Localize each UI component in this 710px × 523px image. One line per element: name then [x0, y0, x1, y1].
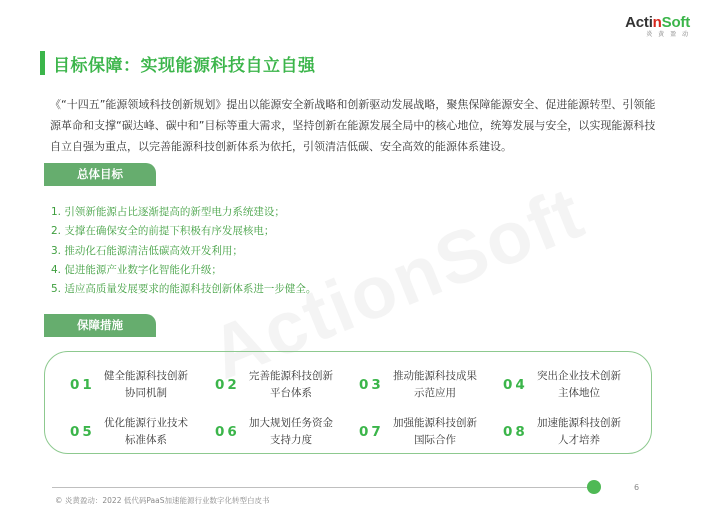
page-title-block [40, 50, 316, 76]
goal-list [51, 203, 316, 299]
measure-text: 推动能源科技成果 [393, 370, 477, 382]
measure-number: 05 [70, 424, 95, 440]
measure-number: 03 [359, 377, 384, 393]
logo [625, 14, 690, 38]
measure-number: 04 [503, 377, 528, 393]
measure-text: 突出企业技术创新 [537, 370, 621, 382]
measure-text: 健全能源科技创新 [104, 370, 188, 382]
logo-text-2: n [652, 14, 662, 31]
measure-number: 06 [215, 424, 240, 440]
measure-item [503, 368, 621, 402]
measure-item [215, 368, 333, 402]
title-accent-bar [40, 51, 45, 75]
logo-subtitle: 炎 黄 盈 动 [646, 31, 690, 38]
measure-number: 02 [215, 377, 240, 393]
measure-item [359, 415, 477, 449]
logo-text-1: Acti [625, 14, 653, 31]
measure-item [215, 415, 333, 449]
intro-paragraph: 《“十四五”能源领域科技创新规划》提出以能源安全新战略和创新驱动发展战略，聚焦保障能源安全、促进能源转型、引领能源革命和支撑“碳达峰、碳中和”目标等重大需求，坚持创新在能源发展全局中的核心地位，统筹发展与安全，以实现能源科技自立自强为重点，以完善能源科技创新体系为依托，引领清洁低碳、安全高效的能源体系建设。 [50, 98, 656, 153]
measure-number: 08 [503, 424, 528, 440]
measure-text: 加大规划任务资金 [249, 417, 333, 429]
goal-item: 3. 推动化石能源清洁低碳高效开发利用； [51, 244, 243, 257]
measure-text: 加速能源科技创新 [537, 417, 621, 429]
measure-text: 主体地位 [558, 387, 600, 399]
page-title: 目标保障：实现能源科技自立自强 [53, 55, 316, 76]
logo-text-3: Soft [661, 14, 690, 31]
measure-item [359, 368, 477, 402]
footer-divider [52, 487, 594, 488]
measure-text: 完善能源科技创新 [249, 370, 333, 382]
measure-text: 平台体系 [270, 387, 312, 399]
goal-item: 1. 引领新能源占比逐渐提高的新型电力系统建设； [51, 206, 285, 218]
goal-item: 5. 适应高质量发展要求的能源科技创新体系进一步健全。 [51, 283, 317, 296]
measure-text: 标准体系 [125, 434, 167, 446]
goals-header: 总体目标 [44, 163, 156, 186]
footer-dot-icon [587, 480, 601, 494]
measure-item [70, 368, 188, 402]
measure-text: 人才培养 [558, 434, 600, 446]
footer-text: © 炎黄盈动：2022 低代码PaaS加速能源行业数字化转型白皮书 [55, 496, 270, 505]
page-number: 6 [634, 483, 640, 492]
measure-text: 协同机制 [125, 387, 167, 399]
measure-number: 01 [70, 377, 95, 393]
measure-text: 示范应用 [414, 387, 456, 399]
measure-text: 优化能源行业技术 [104, 417, 188, 429]
measure-number: 07 [359, 424, 384, 440]
goal-item: 4. 促进能源产业数字化智能化升级； [51, 263, 222, 276]
measure-text: 加强能源科技创新 [393, 417, 477, 429]
measure-item [503, 415, 621, 449]
measure-text: 支持力度 [270, 434, 312, 446]
measure-item [70, 415, 188, 449]
measures-header: 保障措施 [44, 314, 156, 337]
measure-text: 国际合作 [414, 434, 456, 446]
goal-item: 2. 支撑在确保安全的前提下积极有序发展核电； [51, 225, 275, 238]
